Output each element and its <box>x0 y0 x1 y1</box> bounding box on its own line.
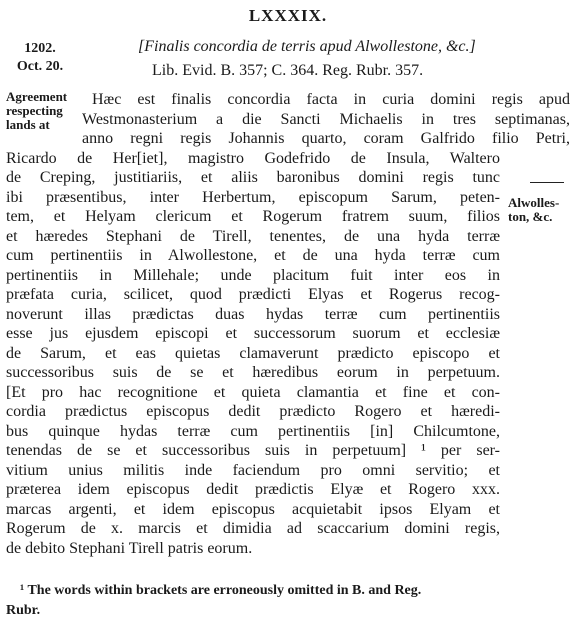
body-line: Hæc est finalis concordia facta in curia domini regis apud <box>92 91 570 108</box>
body-line: Westmonasterium a die Sancti Michaelis in tres septimanas, <box>82 110 570 128</box>
margin-note-left-line: respecting <box>6 103 63 118</box>
body-line: et hæredes Stephani de Tirell, tenentes, de una hyda terræ <box>6 227 500 245</box>
body-line: de Creping, justitiariis, et aliis baronibus domini regis tunc <box>6 169 500 186</box>
body-line: pertinentiis in Millehale; unde placitum fuit inter eos in <box>6 266 500 284</box>
margin-note-right-line: ton, &c. <box>508 209 553 224</box>
body-line: Ricardo de Her[iet], magistro Godefrido de Insula, Waltero <box>6 149 500 167</box>
body-line: bus quinque hydas terræ cum pertinentiis [in] Chilcumtone, <box>6 422 500 440</box>
charter-references: Lib. Evid. B. 357; C. 364. Reg. Rubr. 357. <box>152 62 424 79</box>
body-line: marcas argenti, et idem episcopus acquietabit ipsos Elyam et <box>6 500 500 518</box>
body-line: Rogerum de x. marcis et dimidia ad scaccarium domini regis, <box>6 520 500 537</box>
body-line: anno regni regis Johannis quarto, coram Galfrido filio Petri, <box>82 130 570 147</box>
margin-note-right <box>508 196 559 224</box>
date-day: Oct. 20. <box>16 59 64 74</box>
body-line: noverunt illas prædictas duas hydas terræ cum pertinentiis <box>6 305 500 323</box>
charter-title: [Finalis concordia de terris apud Alwollestone, &c.] <box>138 38 476 55</box>
body-line: præterea idem episcopus dedit prædictis Elyæ et Rogero xxx. <box>6 481 500 498</box>
body-line: de Sarum, et eas quietas clamaverunt prædicto episcopo et <box>6 344 500 362</box>
margin-note-right-line: Alwolles- <box>508 195 560 210</box>
body-line: successoribus suis de se et hæredibus eorum in perpetuum. <box>6 364 500 381</box>
body-line: tem, et Helyam clericum et Rogerum fratrem suum, filios <box>6 208 500 225</box>
margin-note-left <box>6 90 67 132</box>
body-line: præfata curia, scilicet, quod prædicti Elyas et Rogerus recog- <box>6 286 500 303</box>
margin-rule-right <box>530 182 564 183</box>
margin-note-left-line: lands at <box>6 117 50 132</box>
body-line: esse jus ejusdem episcopi et successorum suorum et ecclesiæ <box>6 325 500 342</box>
body-line: de debito Stephani Tirell patris eorum. <box>6 539 253 557</box>
body-line: cum pertinentiis in Alwollestone, et de una hyda terræ cum <box>6 247 500 264</box>
body-line: vitium unius militis inde faciendum pro omni servitio; et <box>6 461 500 479</box>
body-line: [Et pro hac recognitione et quieta clamantia et fine et con- <box>6 383 500 401</box>
footnote-line-2: Rubr. <box>6 603 41 618</box>
margin-note-left-line: Agreement <box>6 89 68 104</box>
date-year: 1202. <box>24 41 56 56</box>
body-line: ibi præsentibus, inter Herbertum, episcopum Sarum, peten- <box>6 188 500 206</box>
charter-number: LXXXIX. <box>248 6 328 25</box>
footnote-line-1: ¹ The words within brackets are erroneously omitted in B. and Reg. <box>20 583 422 598</box>
body-line: tenendas de se et successoribus suis in perpetuum] ¹ per ser- <box>6 442 500 459</box>
body-line: cordia prædictus episcopus dedit prædicto Rogero et hæredi- <box>6 403 500 420</box>
